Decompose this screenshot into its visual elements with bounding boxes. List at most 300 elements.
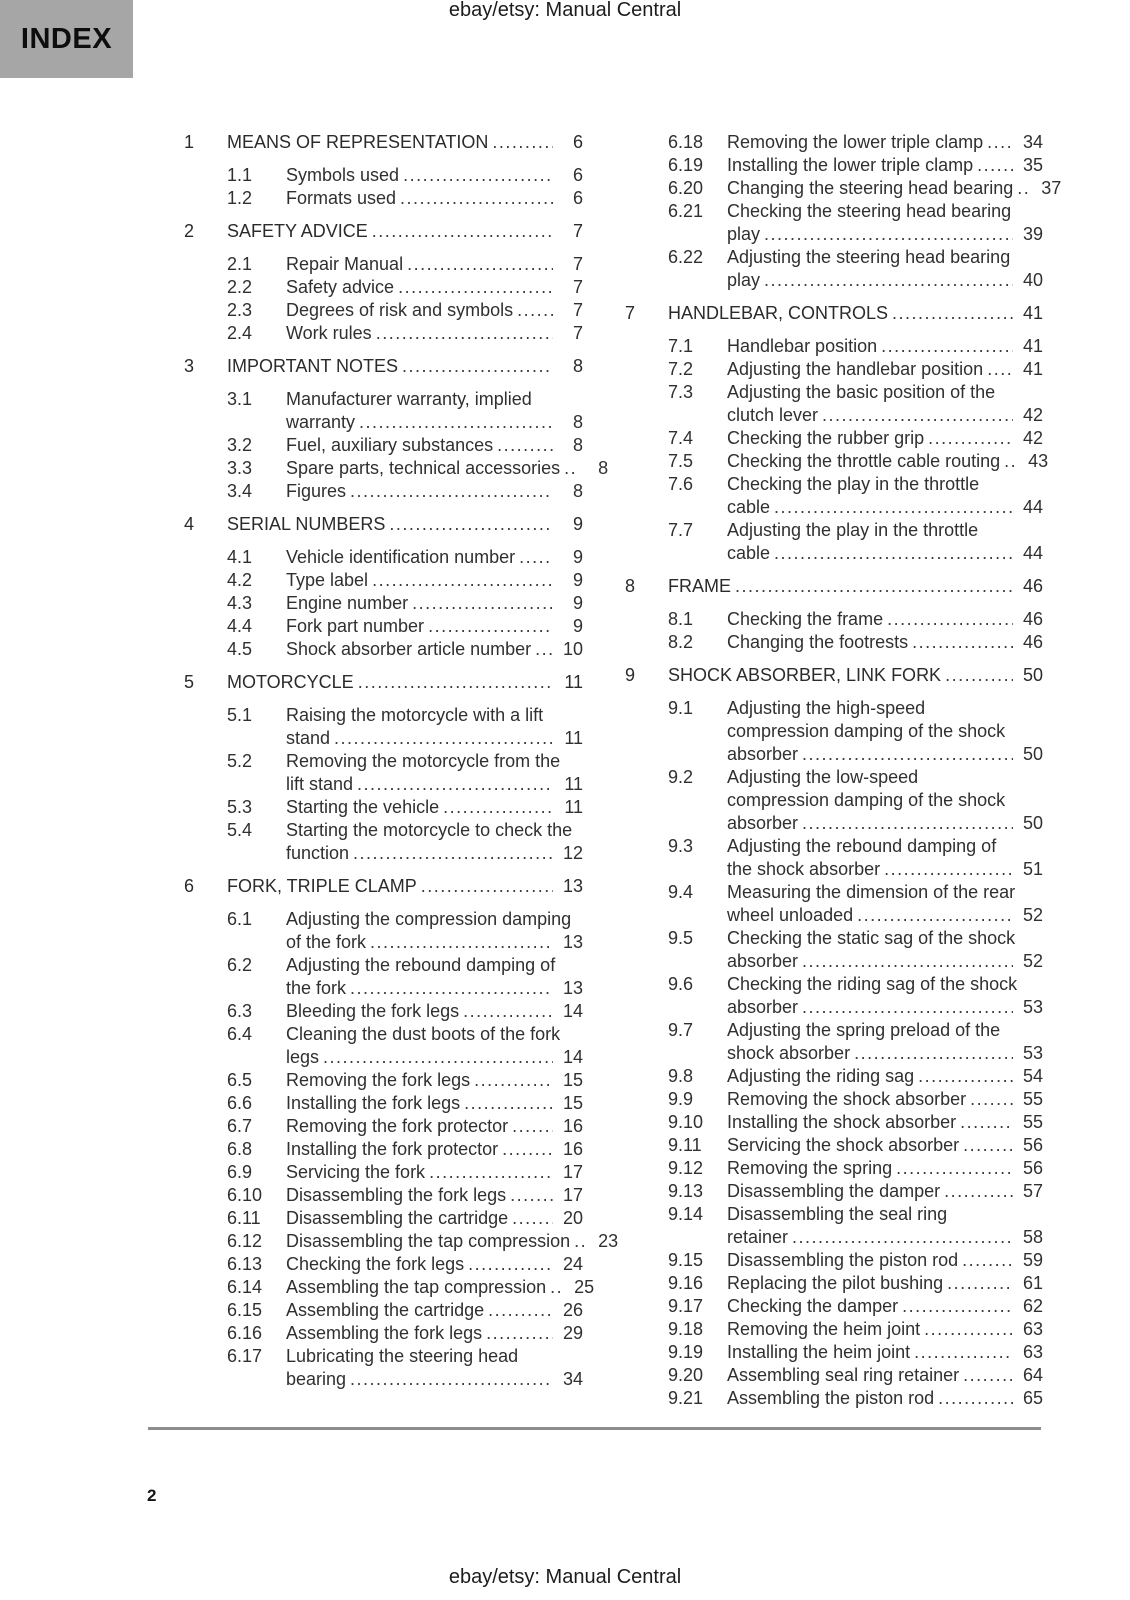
toc-entry-lastline [286,569,583,592]
toc-entry-content [286,569,583,592]
dot-leader [564,457,578,480]
toc-entry-title-line: FORK, TRIPLE CLAMP [227,876,417,896]
dot-leader [945,664,1013,687]
toc-entry-title-line: Adjusting the basic position of the [727,382,996,402]
toc-entry-number: 7.4 [668,428,694,448]
toc-entry-title-line: Checking the static sag of the shock [727,928,1016,948]
toc-entry-content [727,608,1043,631]
toc-entry-number: 6.16 [227,1323,263,1343]
toc-entry-content [727,1295,1043,1318]
dot-leader [887,608,1013,631]
toc-entry-content [286,908,583,954]
toc-entry-title-line: Adjusting the low-speed [727,767,919,787]
footer-divider-rule [148,1427,1041,1430]
toc-entry-page: 7 [572,323,583,343]
toc-entry-number: 6.7 [227,1116,253,1136]
toc-entry-title-line: SHOCK ABSORBER, LINK FORK [668,665,942,685]
toc-entry-page: 44 [1022,543,1043,563]
toc-entry [668,1134,1043,1157]
toc-entry-page: 15 [562,1070,583,1090]
toc-entry-number: 9.6 [668,974,694,994]
dot-leader [896,1157,1013,1180]
toc-entry-lastline [727,1341,1043,1364]
toc-entry-number: 6.20 [668,178,704,198]
dot-leader [359,411,553,434]
toc-entry-title-line: Handlebar position [727,336,878,356]
toc-entry-lastline [286,1161,583,1184]
toc-entry-content [286,276,583,299]
dot-leader [918,1065,1013,1088]
toc-entry-title-line: cable [727,543,771,563]
toc-entry-title-line: play [727,270,761,290]
toc-entry-content [727,450,1049,473]
toc-entry [668,1387,1043,1410]
toc-entry-number: 9.1 [668,698,694,718]
toc-entry-number: 9.4 [668,882,694,902]
toc-entry-content [227,671,583,694]
toc-entry-page: 16 [562,1139,583,1159]
dot-leader [468,1253,553,1276]
dot-leader [970,1088,1013,1111]
toc-entry [184,875,583,898]
dot-leader [376,322,553,345]
toc-entry [668,608,1043,631]
toc-entry-title-line: Symbols used [286,165,400,185]
toc-entry [668,473,1043,519]
toc-entry-title-line: Removing the spring [727,1158,893,1178]
toc-entry-lastline [286,1253,583,1276]
toc-entry-page: 39 [1022,224,1043,244]
dot-leader [497,434,553,457]
toc-entry-number: 6.3 [227,1001,253,1021]
toc-entry-number: 6.9 [227,1162,253,1182]
dot-leader [987,358,1013,381]
dot-leader [938,1387,1013,1410]
dot-leader [857,904,1013,927]
toc-entry-page: 24 [562,1254,583,1274]
toc-entry-title-line: Checking the fork legs [286,1254,465,1274]
toc-entry [227,819,583,865]
toc-entry-content [727,1387,1043,1410]
toc-entry-number: 4.2 [227,570,253,590]
toc-entry-title-line: clutch lever [727,405,819,425]
toc-entry-content [286,480,583,503]
dot-leader [550,1276,564,1299]
toc-entry [227,546,583,569]
toc-entry [668,450,1049,473]
toc-entry-lastline [286,1138,583,1161]
toc-entry-lastline [727,154,1043,177]
toc-entry-content [727,246,1043,292]
toc-entry-content [727,835,1043,881]
toc-entry-lastline [727,542,1043,565]
toc-entry [184,131,583,154]
toc-entry-lastline [286,1000,583,1023]
dot-leader [962,1249,1013,1272]
toc-entry-lastline [227,513,583,536]
toc-entry-lastline [727,404,1043,427]
toc-entry-page: 46 [1022,576,1043,596]
toc-entry-lastline [727,858,1043,881]
toc-entry-number: 6 [184,876,195,896]
toc-entry-content [286,1069,583,1092]
toc-entry [227,1276,595,1299]
toc-entry-title-line: Engine number [286,593,409,613]
toc-entry-title-line: Checking the frame [727,609,884,629]
toc-entry-title-line: absorber [727,997,799,1017]
toc-entry [227,457,609,480]
toc-entry-lastline [727,1134,1043,1157]
toc-entry-content [727,1065,1043,1088]
toc-entry-content [286,1115,583,1138]
toc-entry-content [727,1272,1043,1295]
page-number: 2 [147,1486,157,1505]
toc-entry [668,358,1043,381]
toc-entry-lastline [727,743,1043,766]
toc-entry [668,519,1043,565]
toc-entry-number: 3.3 [227,458,253,478]
footer-title: ebay/etsy: Manual Central [448,1566,682,1588]
toc-entry-title-line: compression damping of the shock [727,790,1006,810]
toc-entry-page: 63 [1022,1342,1043,1362]
toc-entry [668,154,1043,177]
toc-entry-page: 25 [574,1277,595,1297]
dot-leader [350,1368,553,1391]
toc-entry-page: 63 [1022,1319,1043,1339]
toc-entry-page: 58 [1022,1227,1043,1247]
toc-entry-number: 9.15 [668,1250,704,1270]
toc-entry-content [286,796,583,819]
dot-leader [428,615,553,638]
dot-leader [350,977,553,1000]
toc-entry-lastline [727,631,1043,654]
toc-entry [668,1203,1043,1249]
toc-entry-page: 53 [1022,997,1043,1017]
toc-entry-title-line: Adjusting the riding sag [727,1066,915,1086]
toc-entry-title-line: Vehicle identification number [286,547,516,567]
dot-leader [412,592,553,615]
toc-entry-title-line: Spare parts, technical accessories [286,458,561,478]
toc-entry-title-line: absorber [727,744,799,764]
toc-entry-lastline [286,457,609,480]
toc-entry-content [727,427,1043,450]
toc-entry-title-line: play [727,224,761,244]
toc-entry [625,575,1043,598]
toc-entry-title-line: Removing the heim joint [727,1319,921,1339]
toc-entry-lastline [286,1115,583,1138]
dot-leader [987,131,1013,154]
toc-entry-number: 6.2 [227,955,253,975]
dot-leader [358,671,553,694]
dot-leader [372,569,553,592]
toc-entry [227,1253,583,1276]
toc-entry [227,1092,583,1115]
toc-entry-page: 12 [562,843,583,863]
toc-entry-content [286,638,583,661]
toc-entry-content [727,973,1043,1019]
toc-entry-title-line: Assembling seal ring retainer [727,1365,960,1385]
toc-entry-page: 46 [1022,632,1043,652]
toc-entry-content [727,1019,1043,1065]
toc-entry [184,671,583,694]
dot-leader [464,1092,553,1115]
toc-entry-content [286,592,583,615]
toc-entry-lastline [286,615,583,638]
toc-entry-title-line: Figures [286,481,347,501]
toc-entry [227,187,583,210]
toc-entry-page: 14 [562,1001,583,1021]
toc-entry-number: 5.4 [227,820,253,840]
toc-entry-number: 6.11 [227,1208,261,1228]
toc-entry [227,704,583,750]
toc-entry-number: 6.4 [227,1024,253,1044]
toc-entry-title-line: Starting the vehicle [286,797,440,817]
toc-entry-title-line: Work rules [286,323,372,343]
toc-entry-page: 41 [1022,336,1043,356]
toc-entry-number: 7.3 [668,382,694,402]
toc-entry [227,434,583,457]
dot-leader [517,299,553,322]
toc-entry-page: 7 [572,254,583,274]
toc-entry-lastline [668,302,1043,325]
dot-leader [353,842,553,865]
toc-entry-page: 8 [572,356,583,376]
toc-entry-lastline [727,269,1043,292]
toc-entry-content [286,1207,583,1230]
toc-entry-title-line: the shock absorber [727,859,881,879]
toc-entry [668,927,1043,973]
toc-entry [668,766,1043,835]
dot-leader [735,575,1013,598]
toc-entry-number: 4 [184,514,195,534]
toc-entry-title-line: FRAME [668,576,731,596]
toc-entry-lastline [727,335,1043,358]
toc-entry-content [286,750,583,796]
toc-entry-title-line: Disassembling the cartridge [286,1208,509,1228]
toc-entry-content [727,177,1062,200]
toc-entry-number: 5.3 [227,797,253,817]
toc-entry [227,322,583,345]
toc-entry-page: 42 [1022,428,1043,448]
toc-entry-title-line: HANDLEBAR, CONTROLS [668,303,889,323]
toc-entry [668,200,1043,246]
toc-entry-content [286,704,583,750]
toc-entry-title-line: IMPORTANT NOTES [227,356,399,376]
toc-entry [227,569,583,592]
dot-leader [512,1115,553,1138]
toc-entry-lastline [727,950,1043,973]
toc-entry-content [286,253,583,276]
toc-entry-page: 13 [562,932,583,952]
toc-entry-number: 8 [625,576,636,596]
dot-leader [963,1134,1013,1157]
toc-entry-page: 52 [1022,905,1043,925]
toc-entry-lastline [286,546,583,569]
toc-entry [668,1088,1043,1111]
toc-entry-page: 43 [1028,451,1049,471]
toc-entry-title-line: Safety advice [286,277,395,297]
toc-entry [668,131,1043,154]
toc-entry-number: 2 [184,221,195,241]
toc-entry-content [286,1092,583,1115]
toc-entry-content [286,388,583,434]
toc-entry-content [286,187,583,210]
toc-entry-lastline [727,177,1062,200]
toc-entry-title-line: Type label [286,570,369,590]
toc-entry-lastline [727,131,1043,154]
toc-entry-lastline [286,592,583,615]
toc-entry-content [286,1184,583,1207]
toc-entry-lastline [727,1111,1043,1134]
dot-leader [944,1180,1013,1203]
toc-entry-content [286,615,583,638]
dot-leader [357,773,553,796]
dot-leader [854,1042,1013,1065]
toc-entry-number: 2.3 [227,300,253,320]
toc-entry-content [668,664,1043,687]
toc-entry-number: 5.2 [227,751,253,771]
toc-entry [668,1295,1043,1318]
dot-leader [774,542,1013,565]
toc-entry-content [727,927,1043,973]
toc-entry [227,1184,583,1207]
toc-entry-page: 13 [562,876,583,896]
toc-entry-title-line: Disassembling the piston rod [727,1250,959,1270]
toc-entry-page: 29 [562,1323,583,1343]
toc-entry-title-line: Checking the throttle cable routing [727,451,1001,471]
toc-entry-number: 9 [625,665,636,685]
toc-entry-lastline [227,875,583,898]
toc-entry-title-line: Formats used [286,188,397,208]
toc-entry-page: 8 [572,481,583,501]
toc-entry-title-line: Adjusting the rebound damping of [286,955,556,975]
toc-entry-number: 3.1 [227,389,253,409]
dot-leader [502,1138,553,1161]
toc-entry-title-line: Measuring the dimension of the rear [727,882,1016,902]
toc-entry [625,302,1043,325]
toc-entry-title-line: Disassembling the tap compression [286,1231,571,1251]
toc-entry-content [727,631,1043,654]
toc-entry-page: 6 [572,165,583,185]
toc-entry-lastline [286,187,583,210]
toc-entry-lastline [727,1065,1043,1088]
toc-entry-number: 7.1 [668,336,694,356]
dot-leader [902,1295,1013,1318]
toc-entry-page: 20 [562,1208,583,1228]
toc-entry [668,697,1043,766]
toc-entry [227,164,583,187]
toc-entry-title-line: Replacing the pilot bushing [727,1273,944,1293]
dot-leader [924,1318,1013,1341]
toc-entry-page: 6 [572,132,583,152]
toc-entry [227,592,583,615]
toc-entry-lastline [286,1207,583,1230]
toc-entry-title-line: retainer [727,1227,789,1247]
toc-entry-number: 6.6 [227,1093,253,1113]
dot-leader [443,796,553,819]
toc-entry-title-line: Bleeding the fork legs [286,1001,460,1021]
toc-entry [227,1322,583,1345]
toc-entry-lastline [286,1046,583,1069]
toc-entry-page: 34 [1022,132,1043,152]
toc-entry [227,750,583,796]
dot-leader [912,631,1013,654]
toc-entry-page: 8 [572,412,583,432]
toc-entry-lastline [286,1299,583,1322]
toc-entry-lastline [286,164,583,187]
toc-entry-number: 3.2 [227,435,253,455]
toc-entry-content [286,819,583,865]
toc-entry-content [727,1203,1043,1249]
toc-entry-title-line: Adjusting the rebound damping of [727,836,997,856]
dot-leader [407,253,553,276]
toc-entry-lastline [286,842,583,865]
toc-entry-page: 34 [562,1369,583,1389]
toc-entry-page: 10 [562,639,583,659]
toc-entry-title-line: Installing the fork protector [286,1139,499,1159]
toc-entry-lastline [727,996,1043,1019]
toc-entry-content [727,200,1043,246]
toc-entry-title-line: Changing the steering head bearing [727,178,1014,198]
toc-entry-number: 9.14 [668,1204,704,1224]
toc-entry-number: 1.1 [227,165,253,185]
toc-entry-lastline [286,1322,583,1345]
dot-leader [389,513,553,536]
toc-entry-title-line: cable [727,497,771,517]
toc-entry-page: 7 [572,277,583,297]
toc-entry-content [286,322,583,345]
toc-entry [668,1180,1043,1203]
toc-entry-page: 46 [1022,609,1043,629]
toc-entry-page: 56 [1022,1135,1043,1155]
toc-entry [227,615,583,638]
toc-entry-number: 6.15 [227,1300,263,1320]
toc-entry-number: 6.5 [227,1070,253,1090]
dot-leader [512,1207,553,1230]
toc-entry-lastline [286,727,583,750]
dot-leader [822,404,1013,427]
toc-entry-number: 6.17 [227,1346,263,1366]
toc-entry-content [727,154,1043,177]
toc-entry-page: 11 [564,728,583,748]
dot-leader [372,220,553,243]
toc-entry-page: 51 [1022,859,1043,879]
toc-entry-content [227,355,583,378]
toc-entry-page: 44 [1022,497,1043,517]
toc-entry-title-line: absorber [727,813,799,833]
toc-entry-page: 50 [1022,744,1043,764]
toc-entry-page: 14 [562,1047,583,1067]
toc-entry-lastline [286,1092,583,1115]
toc-entry-lastline [286,480,583,503]
toc-entry-number: 9.21 [668,1388,704,1408]
toc-entry-lastline [286,638,583,661]
toc-entry [227,1023,583,1069]
toc-entry-content [286,1023,583,1069]
toc-entry-title-line: Lubricating the steering head [286,1346,519,1366]
toc-entry-title-line: Servicing the fork [286,1162,426,1182]
dot-leader [350,480,553,503]
toc-entry [227,638,583,661]
toc-entry-title-line: Adjusting the steering head bearing [727,247,1011,267]
dot-leader [334,727,553,750]
toc-entry-number: 2.2 [227,277,253,297]
toc-entry-content [727,1111,1043,1134]
toc-entry-content [286,164,583,187]
toc-entry-content [727,1364,1043,1387]
toc-entry [668,427,1043,450]
toc-entry-number: 6.8 [227,1139,253,1159]
